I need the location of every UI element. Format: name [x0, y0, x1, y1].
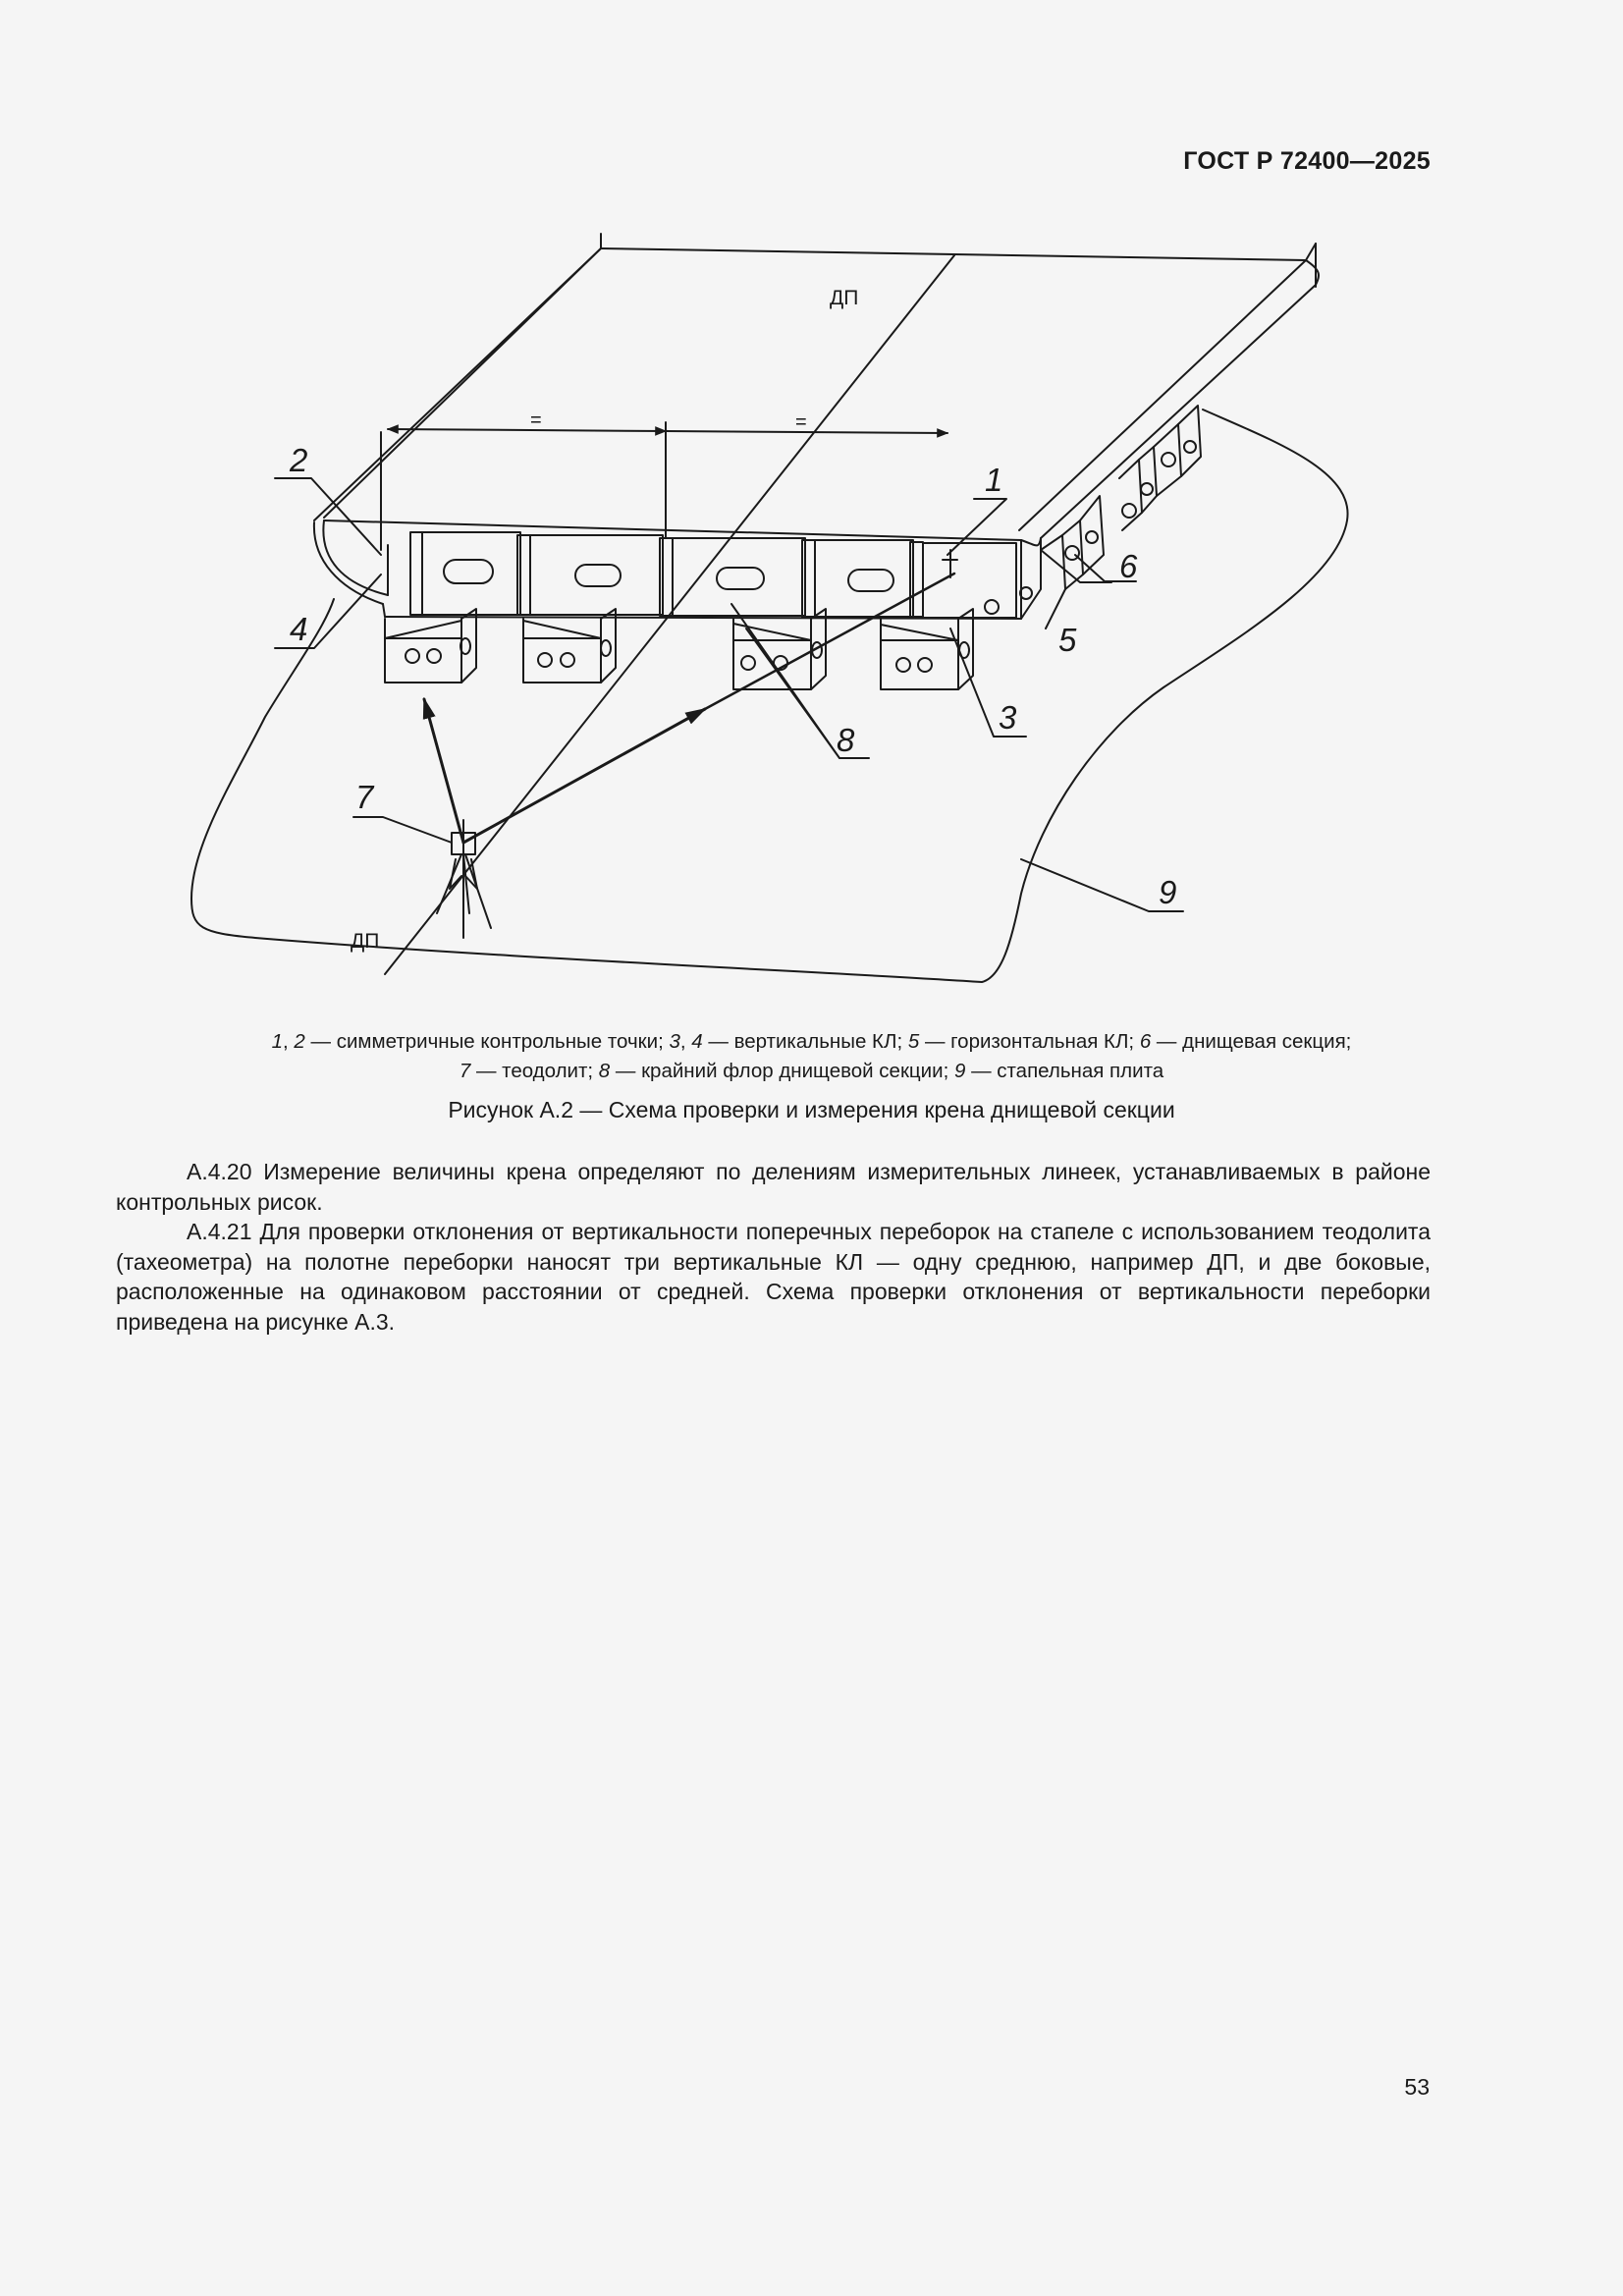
callout-label: 4: [290, 611, 308, 647]
callout-label: 9: [1159, 874, 1177, 910]
centerline-label-bottom: ДП: [351, 930, 380, 953]
paragraph: А.4.20 Измерение величины крена определяют по делениям измерительных линеек, устанавливаемых в районе контрольных рисок.: [116, 1159, 1431, 1215]
keel-blocks: [385, 609, 973, 689]
callout-label: 2: [290, 442, 308, 478]
page-number: 53: [1404, 2074, 1430, 2100]
callout-label: 8: [837, 722, 855, 758]
legend-line: 7 — теодолит; 8 — крайний флор днищевой секции; 9 — стапельная плита: [459, 1060, 1164, 1082]
figure-caption: Рисунок А.2 — Схема проверки и измерения крена днищевой секции: [448, 1097, 1175, 1122]
callout-label: 7: [355, 779, 374, 815]
bottom-section-diagram: [0, 0, 1623, 1002]
equal-mark-right: =: [795, 411, 807, 433]
front-floors: [410, 532, 1016, 618]
callout-label: 5: [1058, 622, 1077, 658]
callout-label: 6: [1119, 548, 1138, 584]
callout-label: 3: [999, 699, 1017, 736]
theodolite-symbol: [437, 820, 491, 938]
figure-legend: [118, 1027, 1505, 1086]
paragraph: А.4.21 Для проверки отклонения от вертикальности поперечных переборок на стапеле с использованием теодолита (тахеометра) на полотне переборки наносят три вертикальные КЛ — одну среднюю, например ДП, и две боковые, расположенные на одинаковом расстоянии от средней. Схема проверки отклонения от вертикальности переборки приведена на рисунке А.3.: [116, 1219, 1431, 1335]
callout-label: 1: [985, 462, 1003, 498]
centerline-label-top: ДП: [830, 287, 859, 309]
document-header: ГОСТ Р 72400—2025: [1183, 147, 1431, 175]
equal-mark-left: =: [530, 410, 542, 431]
legend-line: 1, 2 — симметричные контрольные точки; 3, 4 — вертикальные КЛ; 5 — горизонтальная КЛ; 6 — днищевая секция;: [271, 1030, 1352, 1053]
body-text: [116, 1157, 1431, 1337]
figure-a2: [0, 0, 1623, 1002]
